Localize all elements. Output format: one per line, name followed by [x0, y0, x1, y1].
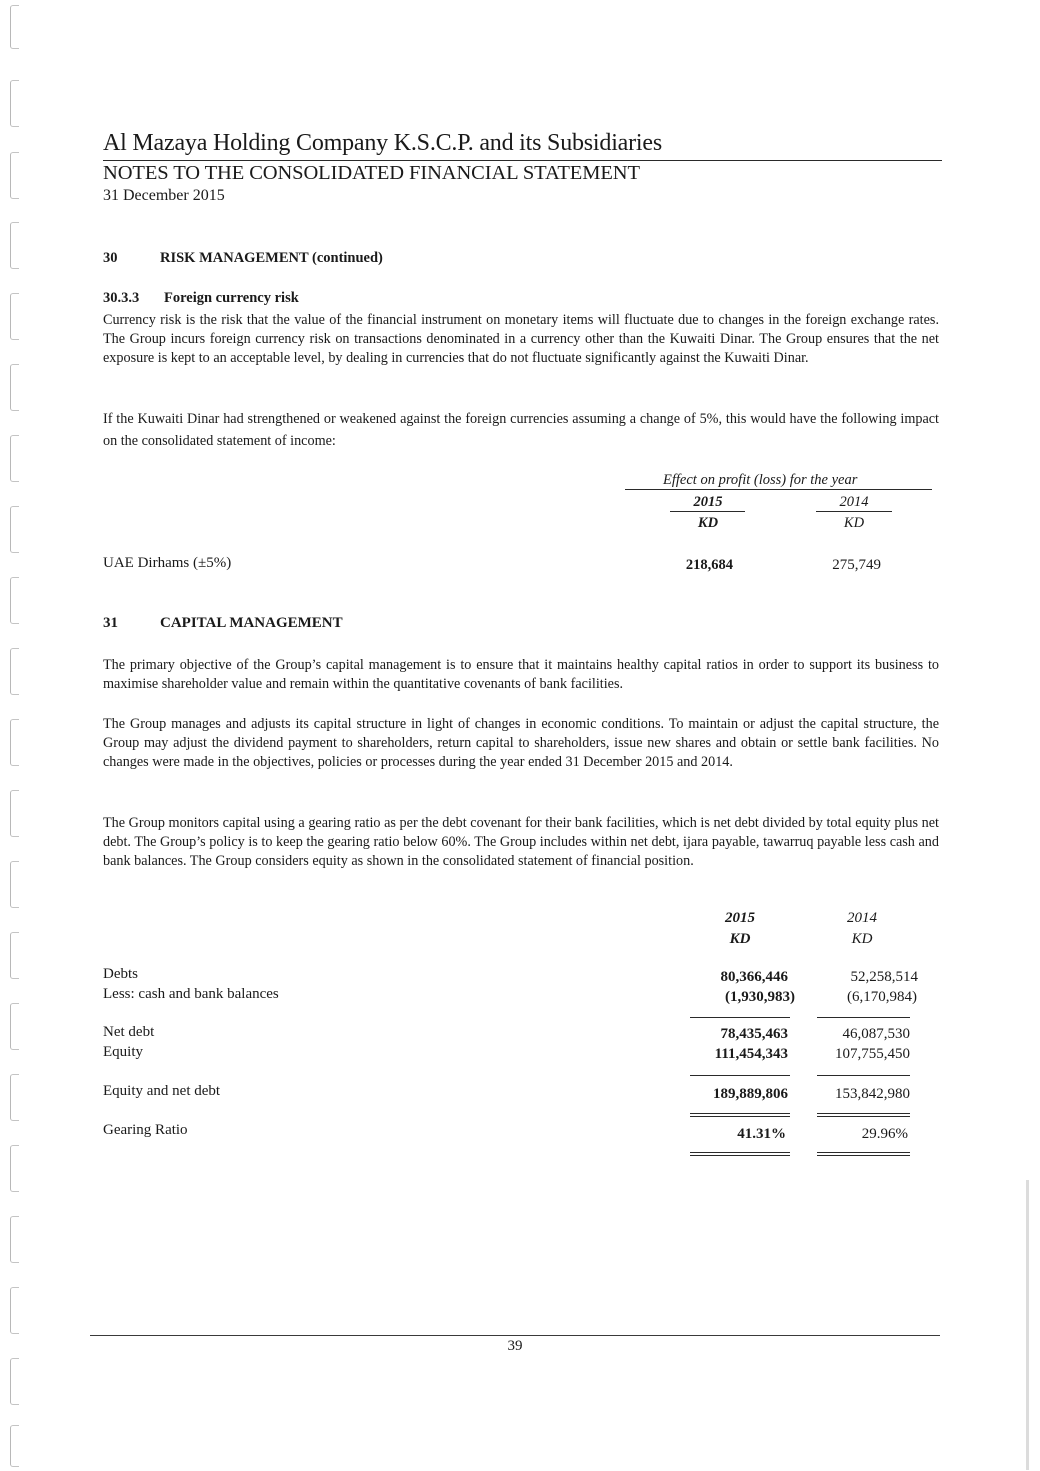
binding-mark [10, 506, 19, 553]
uae-dirhams-label: UAE Dirhams (±5%) [103, 555, 232, 571]
gearing-ratio-2015: 41.31% [737, 1126, 786, 1142]
equity-label: Equity [103, 1044, 143, 1060]
cap-col-2015: 2015 [725, 910, 755, 926]
col-2015-rule [670, 511, 745, 512]
gearing-double-rule-b-2015 [690, 1155, 790, 1156]
cap-unit-2014: KD [851, 931, 873, 947]
binding-mark [10, 222, 19, 269]
net-debt-label: Net debt [103, 1024, 155, 1040]
double-rule-a-2015 [690, 1113, 790, 1114]
cash-bank-2015: (1,930,983) [725, 989, 795, 1005]
subtotal-rule-2014 [817, 1017, 910, 1018]
subtotal-rule-2015 [690, 1017, 790, 1018]
uae-2015-value: 218,684 [685, 557, 733, 573]
debts-2014: 52,258,514 [850, 969, 918, 985]
cash-bank-2014: (6,170,984) [847, 989, 917, 1005]
gearing-ratio-paragraph: The Group monitors capital using a gearing ratio as per the debt covenant for their bank facilities, which is net debt divided by total equity plus net debt. The Group’s policy is to keep the gearing ratio below 60%. The Group includes within net debt, ijara payable, tawarruq payable less cash and bank balances. The Group considers equity as shown in the consolidated statement of financial position. [103, 815, 939, 869]
binding-mark [10, 1003, 19, 1050]
debts-2015: 80,366,446 [720, 969, 788, 985]
equity-2014: 107,755,450 [835, 1046, 910, 1062]
sens-unit-2015: KD [697, 515, 719, 531]
foreign-currency-risk-paragraph: Currency risk is the risk that the value of the financial instrument on monetary items will fluctuate due to changes in the foreign exchange rates. The Group incurs foreign currency risk on transactions denominated in a currency other than the Kuwaiti Dinar. The Group ensures that the net exposure is kept to an acceptable level, by dealing in currencies that do not fluctuate significantly against the Kuwaiti Dinar. [103, 312, 939, 366]
binding-mark [10, 364, 19, 411]
cap-unit-2015: KD [729, 931, 751, 947]
effect-caption: Effect on profit (loss) for the year [663, 472, 858, 488]
binding-mark [10, 1074, 19, 1121]
binding-mark [10, 719, 19, 766]
binding-mark [10, 932, 19, 979]
sens-unit-2014: KD [843, 515, 865, 531]
total-rule-2014 [817, 1075, 910, 1076]
binding-mark [10, 293, 19, 340]
binding-mark [10, 1425, 19, 1467]
net-debt-2014: 46,087,530 [842, 1026, 910, 1042]
notes-title: NOTES TO THE CONSOLIDATED FINANCIAL STATEMENT [103, 162, 640, 184]
binding-mark [10, 80, 19, 127]
company-name: Al Mazaya Holding Company K.S.C.P. and its Subsidiaries [103, 130, 662, 156]
gearing-double-rule-a-2014 [817, 1152, 910, 1153]
equity-2015: 111,454,343 [714, 1046, 788, 1062]
binding-mark [10, 152, 19, 199]
statement-date: 31 December 2015 [103, 187, 225, 204]
gearing-double-rule-b-2014 [817, 1155, 910, 1156]
subsection-title: Foreign currency risk [164, 290, 299, 306]
net-debt-2015: 78,435,463 [720, 1026, 788, 1042]
cap-col-2014: 2014 [847, 910, 877, 926]
double-rule-a-2014 [817, 1113, 910, 1114]
binding-mark [10, 861, 19, 908]
gearing-ratio-2014: 29.96% [861, 1126, 908, 1142]
binding-mark [10, 648, 19, 695]
sens-col-2014: 2014 [839, 494, 869, 510]
uae-2014-value: 275,749 [832, 557, 881, 573]
section-30-number: 30 [103, 250, 118, 266]
binding-mark [10, 5, 19, 49]
gearing-ratio-label: Gearing Ratio [103, 1122, 188, 1138]
binding-mark [10, 577, 19, 624]
double-rule-b-2015 [690, 1116, 790, 1117]
binding-mark [10, 1287, 19, 1334]
footer-rule [90, 1335, 940, 1336]
debts-label: Debts [103, 966, 138, 982]
section-31-number: 31 [103, 615, 118, 631]
col-2014-rule [816, 511, 892, 512]
binding-mark [10, 1145, 19, 1192]
equity-net-debt-2015: 189,889,806 [713, 1086, 788, 1102]
total-rule-2015 [690, 1075, 790, 1076]
binding-mark [10, 1216, 19, 1263]
sensitivity-paragraph: If the Kuwaiti Dinar had strengthened or weakened against the foreign currencies assuming a change of 5%, this would have the following impact on the consolidated statement of income: [103, 411, 939, 449]
binding-mark [10, 790, 19, 837]
subsection-number: 30.3.3 [103, 290, 140, 306]
binding-mark [10, 1358, 19, 1405]
header-rule [103, 160, 942, 161]
double-rule-b-2014 [817, 1116, 910, 1117]
section-31-title: CAPITAL MANAGEMENT [160, 615, 343, 631]
section-30-title: RISK MANAGEMENT (continued) [160, 250, 383, 266]
sens-col-2015: 2015 [693, 494, 723, 510]
cash-bank-label: Less: cash and bank balances [103, 986, 279, 1002]
binding-mark [10, 435, 19, 482]
page-edge-shadow [1026, 1180, 1029, 1470]
equity-net-debt-2014: 153,842,980 [835, 1086, 910, 1102]
page-number: 39 [507, 1338, 523, 1354]
capital-structure-paragraph: The Group manages and adjusts its capital structure in light of changes in economic conditions. To maintain or adjust the capital structure, the Group may adjust the dividend payment to shareholders, return capital to shareholders, issue new shares and obtain or settle bank facilities. No changes were made in the objectives, policies or processes during the year ended 31 December 2015 and 2014. [103, 716, 939, 770]
capital-objective-paragraph: The primary objective of the Group’s capital management is to ensure that it maintains healthy capital ratios in order to support its business to maximise shareholder value and remain within the quantitative covenants of bank facilities. [103, 657, 939, 692]
equity-net-debt-label: Equity and net debt [103, 1083, 221, 1099]
caption-rule [625, 489, 932, 490]
gearing-double-rule-a-2015 [690, 1152, 790, 1153]
